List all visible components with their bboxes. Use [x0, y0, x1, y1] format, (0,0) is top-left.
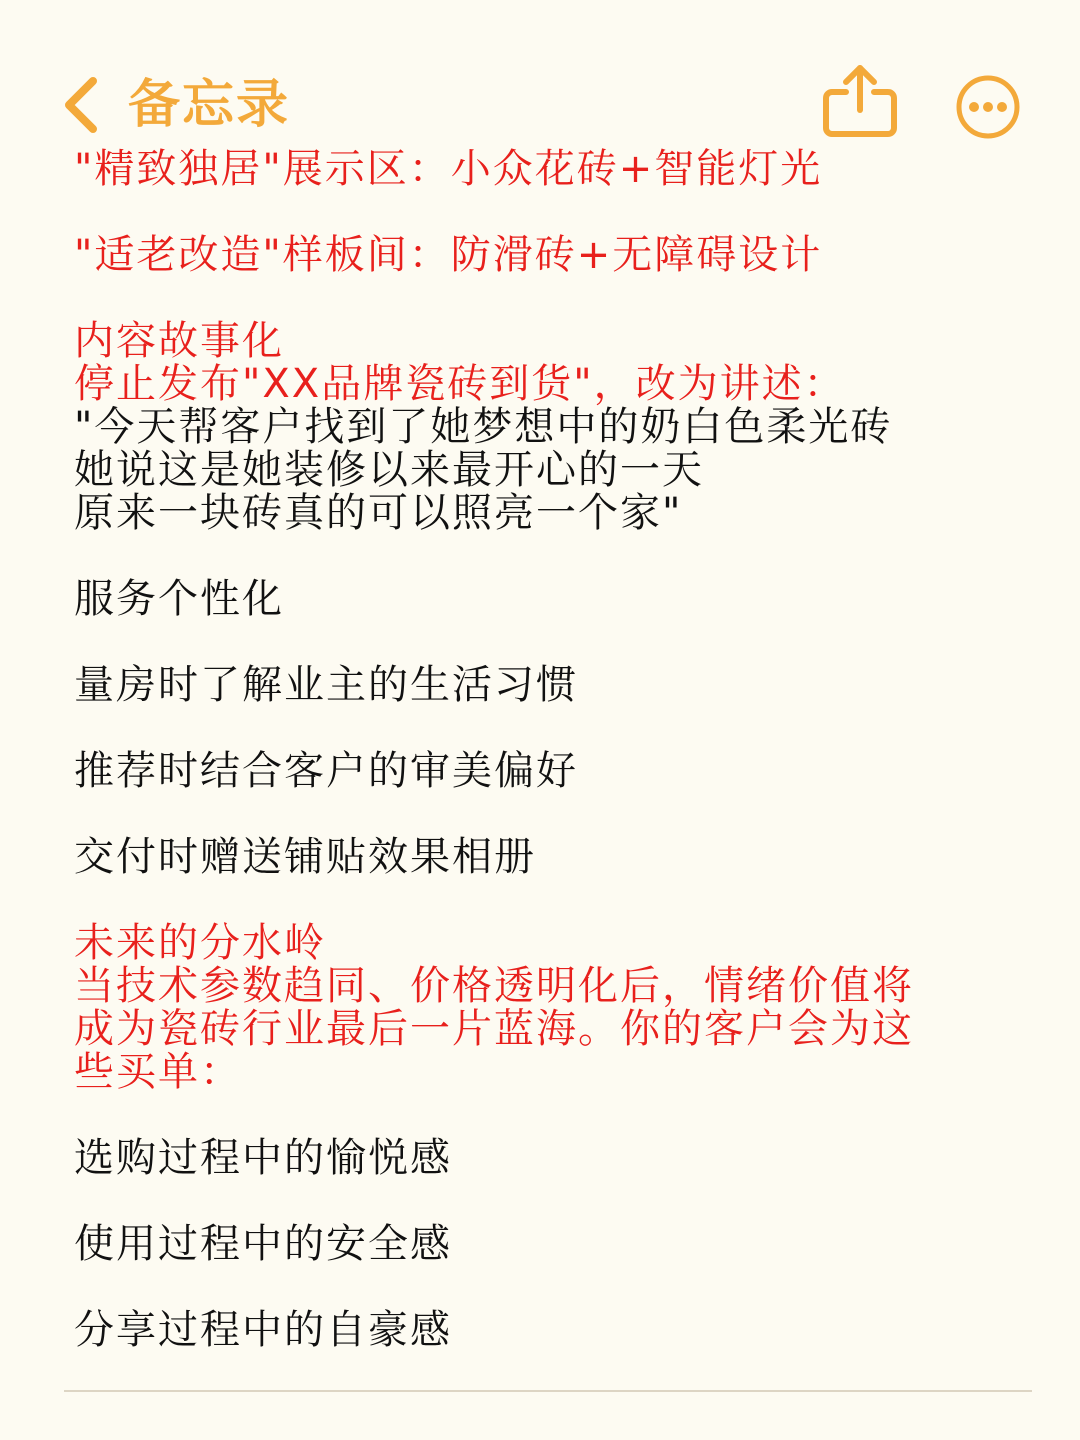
- note-line: 选购过程中的愉悦感: [74, 1135, 452, 1181]
- blank-line: [74, 707, 1014, 750]
- note-line-highlight: 成为瓷砖行业最后一片蓝海。你的客户会为这: [74, 1006, 914, 1052]
- chevron-left-icon: [60, 75, 100, 135]
- more-icon: [955, 125, 1021, 144]
- note-line: 量房时了解业主的生活习惯: [74, 662, 578, 708]
- share-icon: [820, 127, 900, 146]
- back-button[interactable]: [60, 70, 290, 140]
- blank-line: [74, 191, 1014, 234]
- note-line-highlight: 停止发布"XX品牌瓷砖到货"，改为讲述：: [74, 361, 846, 407]
- note-line-highlight: "精致独居"展示区：小众花砖+智能灯光: [74, 146, 823, 192]
- blank-line: [74, 879, 1014, 922]
- note-line-highlight: 内容故事化: [74, 318, 284, 364]
- note-body[interactable]: [74, 148, 1014, 1352]
- blank-line: [74, 793, 1014, 836]
- blank-line: [74, 1180, 1014, 1223]
- note-line: 服务个性化: [74, 576, 284, 622]
- note-line: 使用过程中的安全感: [74, 1221, 452, 1267]
- note-line: 分享过程中的自豪感: [74, 1307, 452, 1353]
- note-line: 交付时赠送铺贴效果相册: [74, 834, 536, 880]
- note-line-highlight: 些买单：: [74, 1049, 242, 1095]
- more-button[interactable]: [955, 74, 1021, 140]
- note-line: 她说这是她装修以来最开心的一天: [74, 447, 704, 493]
- share-button[interactable]: [820, 62, 900, 142]
- bottom-divider: [64, 1390, 1032, 1392]
- blank-line: [74, 277, 1014, 320]
- note-line: "今天帮客户找到了她梦想中的奶白色柔光砖: [74, 404, 893, 450]
- blank-line: [74, 621, 1014, 664]
- blank-line: [74, 1266, 1014, 1309]
- navigation-bar: [0, 0, 1080, 150]
- note-line: 推荐时结合客户的审美偏好: [74, 748, 578, 794]
- blank-line: [74, 1094, 1014, 1137]
- note-line-highlight: 未来的分水岭: [74, 920, 326, 966]
- note-line: 原来一块砖真的可以照亮一个家": [74, 490, 683, 536]
- back-label: 备忘录: [128, 75, 291, 135]
- note-line-highlight: "适老改造"样板间：防滑砖+无障碍设计: [74, 232, 823, 278]
- note-line-highlight: 当技术参数趋同、价格透明化后，情绪价值将: [74, 963, 914, 1009]
- blank-line: [74, 535, 1014, 578]
